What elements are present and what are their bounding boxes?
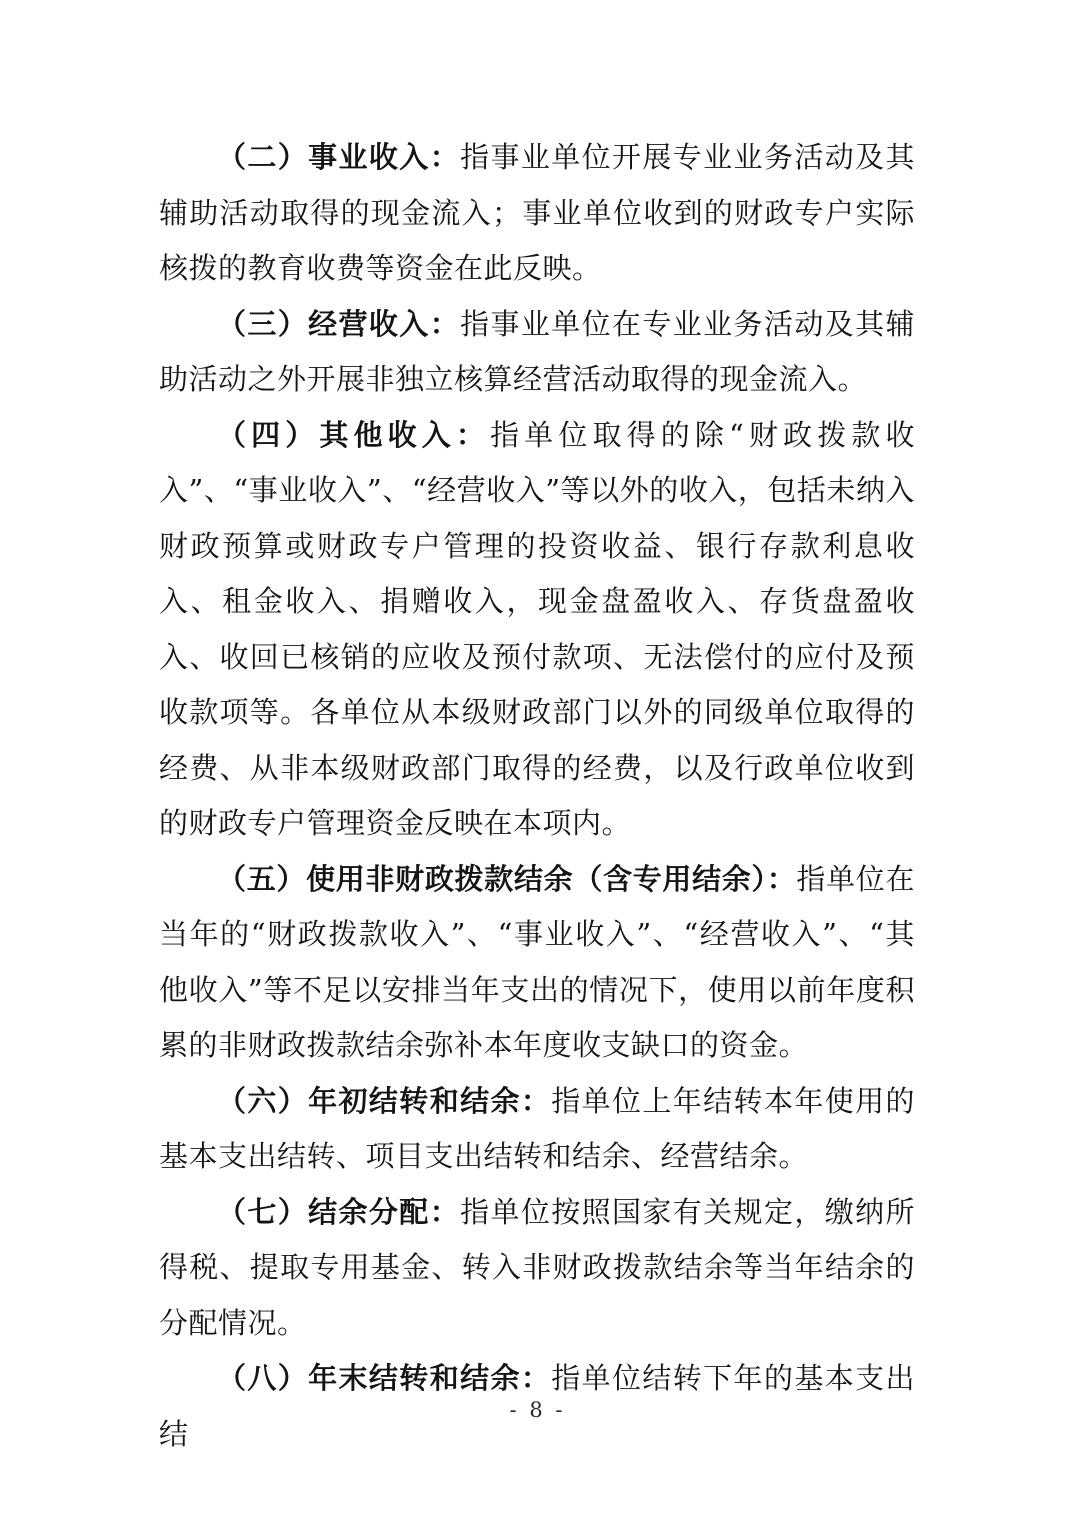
paragraph — [159, 408, 915, 852]
paragraph-body: 指单位上年结转本年使用的基本支出结转、项目支出结转和结余、经营结余。 — [159, 1083, 915, 1173]
paragraph-heading: （六）年初结转和结余： — [217, 1083, 552, 1118]
paragraph-body: 指单位在当年的“财政拨款收入”、“事业收入”、“经营收入”、“其他收入”等不足以安排当年支出的情况下，使用以前年度积累的非财政拨款结余弥补本年度收支缺口的资金。 — [159, 861, 915, 1062]
paragraph-heading: （四）其他收入： — [217, 417, 491, 452]
paragraph — [159, 1185, 915, 1352]
paragraph-body: 指单位取得的除“财政拨款收入”、“事业收入”、“经营收入”等以外的收入，包括未纳入财政预算或财政专户管理的投资收益、银行存款利息收入、租金收入、捐赠收入，现金盘盈收入、存货盘盈收入、收回已核销的应收及预付款项、无法偿付的应付及预收款项等。各单位从本级财政部门以外的同级单位取得的经费、从非本级财政部门取得的经费，以及行政单位收到的财政专户管理资金反映在本项内。 — [159, 417, 915, 840]
paragraph-body: 指单位按照国家有关规定，缴纳所得税、提取专用基金、转入非财政拨款结余等当年结余的分配情况。 — [159, 1194, 915, 1340]
paragraph-body: 指单位结转下年的基本支出结 — [159, 1361, 915, 1451]
page-number: - 8 - — [509, 1398, 566, 1422]
paragraph-heading: （二）事业收入： — [217, 140, 461, 174]
paragraph — [159, 297, 915, 408]
paragraph-body: 指事业单位开展专业业务活动及其辅助活动取得的现金流入；事业单位收到的财政专户实际核拨的教育收费等资金在此反映。 — [159, 140, 915, 285]
paragraph — [159, 852, 915, 1074]
paragraph-heading: （八）年末结转和结余： — [217, 1361, 552, 1395]
paragraph-heading: （五）使用非财政拨款结余（含专用结余）： — [217, 861, 797, 896]
text-block — [159, 130, 915, 1462]
paragraph-heading: （三）经营收入： — [217, 306, 461, 341]
paragraph-heading: （七）结余分配： — [217, 1194, 461, 1229]
paragraph-body: 指事业单位在专业业务活动及其辅助活动之外开展非独立核算经营活动取得的现金流入。 — [159, 306, 915, 396]
paragraph — [159, 130, 915, 297]
paragraph — [159, 1074, 915, 1185]
